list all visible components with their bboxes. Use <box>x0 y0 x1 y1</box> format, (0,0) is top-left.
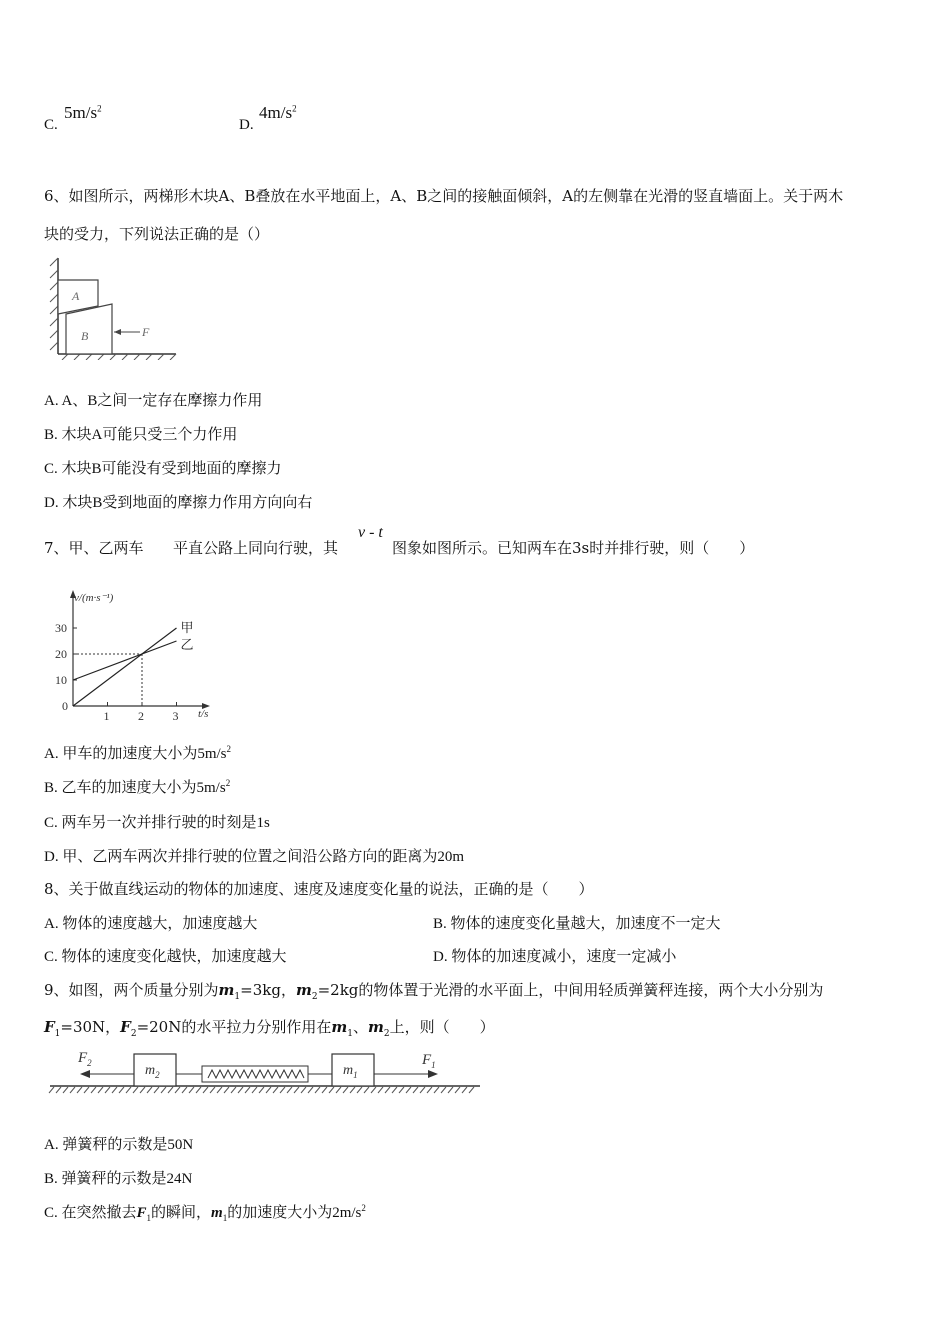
ground-hatch <box>140 1087 145 1093</box>
ground-hatch <box>329 1087 334 1093</box>
ground-hatch <box>126 1087 131 1093</box>
ground-hatch <box>413 1087 418 1093</box>
ground-hatch <box>189 1087 194 1093</box>
ground-hatch <box>252 1087 257 1093</box>
ground-hatch <box>91 1087 96 1093</box>
x-axis-label: t/s <box>198 708 209 720</box>
series-line-yi <box>73 641 177 680</box>
q5-option-c-value: $5m/s^2$ <box>64 103 102 122</box>
ground-hatch <box>357 1087 362 1093</box>
ground-hatch <box>371 1087 376 1093</box>
ground-hatch <box>273 1087 278 1093</box>
x-tick-label: 3 <box>172 709 179 723</box>
q9-option-b: B. 弹簧秤的示数是24N <box>44 1171 193 1187</box>
ground-hatch <box>217 1087 222 1093</box>
q9-option-a: A. 弹簧秤的示数是50N <box>44 1137 194 1153</box>
series-label: 乙 <box>180 637 194 652</box>
ground-hatch <box>168 1087 173 1093</box>
y-tick-label: 30 <box>55 621 67 635</box>
ground-hatch <box>385 1087 390 1093</box>
ground-hatch <box>294 1087 299 1093</box>
label-f1: $F_1$ <box>422 1052 436 1070</box>
y-axis-label: v/(m·s⁻¹) <box>74 592 114 604</box>
ground-hatch <box>455 1087 460 1093</box>
origin-label: 0 <box>62 699 68 713</box>
q9-option-c: C. 在突然撤去$F_1$的瞬间，$m_1$的加速度大小为$2m/s^2$ <box>44 1203 366 1223</box>
ground-hatch <box>434 1087 439 1093</box>
q9-figure <box>48 1044 484 1100</box>
q7-option-c: C. 两车另一次并排行驶的时刻是1s <box>44 815 270 831</box>
series-line-jia <box>73 628 177 706</box>
q8-option-d: D. 物体的加速度减小，速度一定减小 <box>433 949 677 965</box>
ground-hatch <box>161 1087 166 1093</box>
q7-stem-vt: v - t <box>358 524 383 541</box>
ground-hatch <box>119 1087 124 1093</box>
q7-stem-part2: 平直公路上同向行驶，其 <box>173 539 339 557</box>
label-m1: $m_1$ <box>343 1063 358 1080</box>
ground-hatch <box>259 1087 264 1093</box>
ground-hatch <box>469 1087 474 1093</box>
ground-hatch <box>343 1087 348 1093</box>
ground-hatch <box>154 1087 159 1093</box>
ground-hatch <box>399 1087 404 1093</box>
label-f2: $F_2$ <box>78 1050 92 1068</box>
q8-option-a: A. 物体的速度越大，加速度越大 <box>44 916 258 932</box>
label-f: F <box>142 325 150 339</box>
q7-option-a: A. 甲车的加速度大小为$5m/s^2$ <box>44 744 232 762</box>
ground-hatch <box>105 1087 110 1093</box>
q8-option-b: B. 物体的速度变化量越大，加速度不一定大 <box>433 916 721 932</box>
ground-hatch <box>238 1087 243 1093</box>
x-tick-label: 1 <box>103 709 110 723</box>
ground-hatch <box>196 1087 201 1093</box>
ground-hatch <box>350 1087 355 1093</box>
x-tick-label: 2 <box>138 709 144 723</box>
ground-hatch <box>70 1087 75 1093</box>
q9-stem-line1: 9、如图，两个质量分别为$m_1=3kg$，$m_2=2kg$的物体置于光滑的水平面上，中间用轻质弹簧秤连接，两个大小分别为 <box>44 981 824 1002</box>
q7-stem-part1: 7、甲、乙两车 <box>44 539 144 557</box>
ground-hatch <box>210 1087 215 1093</box>
ground-hatch <box>147 1087 152 1093</box>
y-tick-label: 10 <box>55 673 67 687</box>
q6-stem-line2: 块的受力，下列说法正确的是（） <box>44 225 270 243</box>
ground-hatch <box>266 1087 271 1093</box>
ground-hatch <box>364 1087 369 1093</box>
q6-option-a: A. A、B之间一定存在摩擦力作用 <box>44 393 263 409</box>
ground-hatch <box>448 1087 453 1093</box>
q9-stem-line2: $F_1=30N$，$F_2=20N$的水平拉力分别作用在$m_1$、$m_2$上，则（ ） <box>44 1018 495 1039</box>
ground-hatch <box>224 1087 229 1093</box>
ground-hatch <box>133 1087 138 1093</box>
q5-option-c-label: C. <box>44 117 58 133</box>
q8-stem: 8、关于做直线运动的物体的加速度、速度及速度变化量的说法，正确的是（ ） <box>44 880 594 898</box>
ground-hatch <box>315 1087 320 1093</box>
ground-hatch <box>182 1087 187 1093</box>
q6-option-c: C. 木块B可能没有受到地面的摩擦力 <box>44 461 282 477</box>
q6-stem-line1: 6、如图所示，两梯形木块A、B叠放在水平地面上，A、B之间的接触面倾斜，A的左侧靠在光滑的竖直墙面上。关于两木 <box>44 187 844 205</box>
ground-hatch <box>392 1087 397 1093</box>
ground-hatch <box>231 1087 236 1093</box>
ground-hatch <box>301 1087 306 1093</box>
ground-hatch <box>420 1087 425 1093</box>
label-a: A <box>72 289 80 303</box>
q7-option-d: D. 甲、乙两车两次并排行驶的位置之间沿公路方向的距离为20m <box>44 849 465 865</box>
ground-hatch <box>406 1087 411 1093</box>
ground-hatch <box>245 1087 250 1093</box>
q5-option-d-label: D. <box>239 117 254 133</box>
ground-hatch <box>112 1087 117 1093</box>
ground-hatch <box>322 1087 327 1093</box>
q7-stem-part3: 图象如图所示。已知两车在3s时并排行驶，则（ ） <box>392 539 755 557</box>
ground-hatch <box>84 1087 89 1093</box>
q5-option-d-value: $4m/s^2$ <box>259 103 297 122</box>
ground-hatch <box>175 1087 180 1093</box>
y-tick-label: 20 <box>55 647 67 661</box>
ground-hatch <box>336 1087 341 1093</box>
ground-hatch <box>427 1087 432 1093</box>
q8-option-c: C. 物体的速度变化越快，加速度越大 <box>44 949 287 965</box>
q6-figure <box>48 256 180 360</box>
ground-hatch <box>77 1087 82 1093</box>
ground-hatch <box>280 1087 285 1093</box>
ground-hatch <box>462 1087 467 1093</box>
ground-hatch <box>203 1087 208 1093</box>
ground-hatch <box>441 1087 446 1093</box>
ground-hatch <box>56 1087 61 1093</box>
ground-hatch <box>63 1087 68 1093</box>
ground-hatch <box>98 1087 103 1093</box>
vt-chart <box>44 584 224 724</box>
q6-option-d: D. 木块B受到地面的摩擦力作用方向向右 <box>44 495 313 511</box>
q6-option-b: B. 木块A可能只受三个力作用 <box>44 427 238 443</box>
ground-hatch <box>378 1087 383 1093</box>
label-m2: $m_2$ <box>145 1063 160 1080</box>
label-b: B <box>81 329 89 343</box>
q7-option-b: B. 乙车的加速度大小为$5m/s^2$ <box>44 778 231 796</box>
series-label: 甲 <box>180 620 194 635</box>
ground-hatch <box>308 1087 313 1093</box>
ground-hatch <box>287 1087 292 1093</box>
ground-hatch <box>49 1087 54 1093</box>
